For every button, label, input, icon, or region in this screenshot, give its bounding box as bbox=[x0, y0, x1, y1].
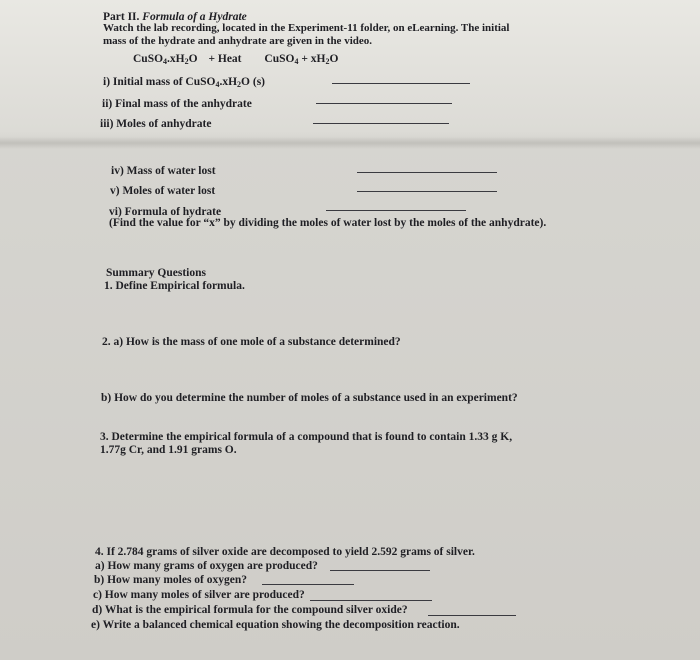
eq-reactant-water: .xH bbox=[167, 53, 185, 65]
answer-line-i[interactable] bbox=[332, 83, 470, 84]
answer-line-4b[interactable] bbox=[262, 584, 354, 585]
item-label: i) Initial mass of CuSO bbox=[103, 76, 216, 88]
eq-sub: 4 bbox=[163, 57, 168, 66]
part-label: Part II. bbox=[103, 11, 140, 23]
eq-sub: 2 bbox=[325, 57, 330, 66]
question-2a: 2. a) How is the mass of one mole of a substance determined? bbox=[102, 336, 401, 348]
answer-line-4c[interactable] bbox=[310, 600, 432, 601]
part-title: Formula of a Hydrate bbox=[142, 11, 247, 23]
summary-heading: Summary Questions bbox=[106, 267, 206, 279]
item-initial-mass bbox=[103, 75, 265, 92]
answer-line-vi[interactable] bbox=[326, 210, 466, 211]
eq-product-o: O bbox=[329, 53, 339, 65]
eq-product-water: + xH bbox=[298, 53, 326, 65]
item-sub: 2 bbox=[237, 80, 242, 89]
eq-reactant: CuSO bbox=[133, 53, 164, 65]
question-4b: b) How many moles of oxygen? bbox=[94, 574, 248, 586]
item-label: O (s) bbox=[241, 76, 266, 88]
item-label: .xH bbox=[219, 76, 238, 88]
answer-line-iii[interactable] bbox=[313, 123, 449, 124]
eq-heat: + Heat bbox=[208, 53, 242, 65]
question-3-line-2: 1.77g Cr, and 1.91 grams O. bbox=[100, 444, 237, 456]
item-formula-hydrate: vi) Formula of hydrate bbox=[109, 206, 222, 218]
question-4c: c) How many moles of silver are produced? bbox=[93, 589, 305, 601]
item-moles-water-lost: v) Moles of water lost bbox=[110, 185, 216, 197]
item-final-mass: ii) Final mass of the anhydrate bbox=[102, 98, 252, 110]
eq-reactant-o: O bbox=[188, 53, 198, 65]
question-3-line-1: 3. Determine the empirical formula of a compound that is found to contain 1.33 g K, bbox=[100, 431, 513, 443]
item-moles-anhydrate: iii) Moles of anhydrate bbox=[100, 118, 212, 130]
question-4a: a) How many grams of oxygen are produced? bbox=[95, 560, 318, 572]
answer-line-iv[interactable] bbox=[357, 172, 497, 173]
question-4: 4. If 2.784 grams of silver oxide are decomposed to yield 2.592 grams of silver. bbox=[95, 546, 475, 558]
question-4e: e) Write a balanced chemical equation showing the decomposition reaction. bbox=[91, 619, 460, 631]
question-1: 1. Define Empirical formula. bbox=[104, 280, 245, 292]
answer-line-ii[interactable] bbox=[316, 103, 452, 104]
item-sub: 4 bbox=[215, 80, 220, 89]
question-4d: d) What is the empirical formula for the compound silver oxide? bbox=[92, 604, 408, 616]
item-mass-water-lost: iv) Mass of water lost bbox=[111, 165, 216, 177]
page-fold-shadow bbox=[0, 137, 700, 149]
answer-line-v[interactable] bbox=[357, 191, 497, 192]
reaction-equation bbox=[133, 52, 338, 69]
eq-sub: 4 bbox=[294, 57, 299, 66]
intro-line-1: Watch the lab recording, located in the Experiment-11 folder, on eLearning. The initial bbox=[103, 22, 510, 34]
eq-sub: 2 bbox=[184, 57, 189, 66]
intro-line-2: mass of the hydrate and anhydrate are given in the video. bbox=[103, 35, 372, 47]
formula-note: (Find the value for “x” by dividing the moles of water lost by the moles of the anhydrate). bbox=[109, 217, 547, 229]
question-2b: b) How do you determine the number of moles of a substance used in an experiment? bbox=[101, 392, 518, 404]
eq-product: CuSO bbox=[264, 53, 295, 65]
answer-line-4a[interactable] bbox=[330, 570, 430, 571]
answer-line-4d[interactable] bbox=[428, 615, 516, 616]
